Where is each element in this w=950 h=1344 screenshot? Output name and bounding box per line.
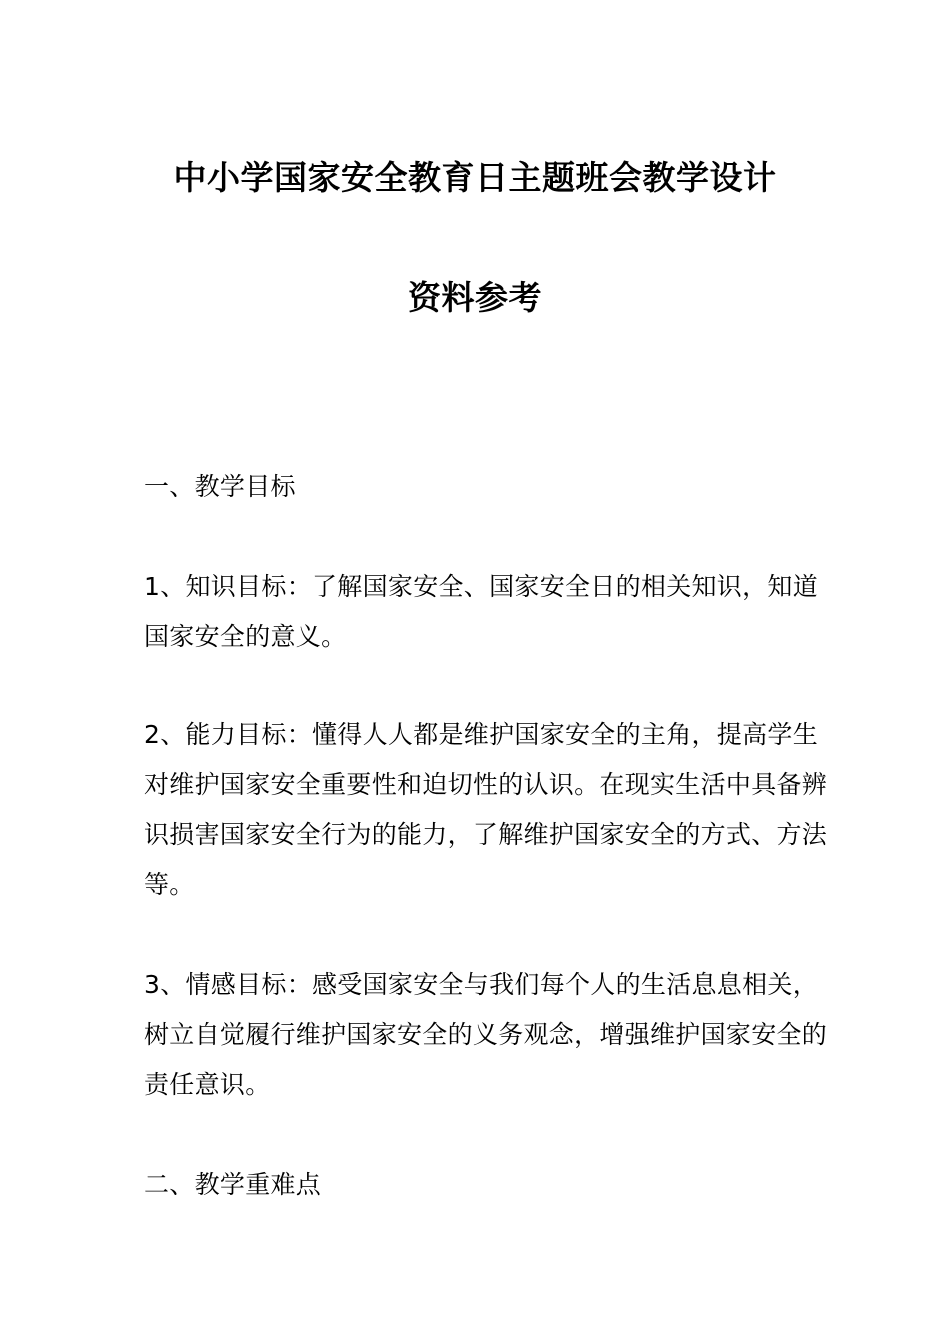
paragraph-ability-goal: 2、能力目标：懂得人人都是维护国家安全的主角，提高学生对维护国家安全重要性和迫切性的认识。在现实生活中具备辨识损害国家安全行为的能力，了解维护国家安全的方式、方法等。 bbox=[144, 720, 828, 899]
document-subtitle: 资料参考 bbox=[408, 278, 542, 317]
section-heading-teaching-goals: 一、教学目标 bbox=[144, 472, 296, 501]
section-heading-key-difficulties: 二、教学重难点 bbox=[144, 1170, 322, 1199]
paragraph-knowledge-goal: 1、知识目标：了解国家安全、国家安全日的相关知识，知道国家安全的意义。 bbox=[144, 572, 819, 651]
paragraph-emotion-goal: 3、情感目标：感受国家安全与我们每个人的生活息息相关，树立自觉履行维护国家安全的义务观念，增强维护国家安全的责任意识。 bbox=[144, 970, 828, 1099]
document-title: 中小学国家安全教育日主题班会教学设计 bbox=[173, 158, 777, 197]
